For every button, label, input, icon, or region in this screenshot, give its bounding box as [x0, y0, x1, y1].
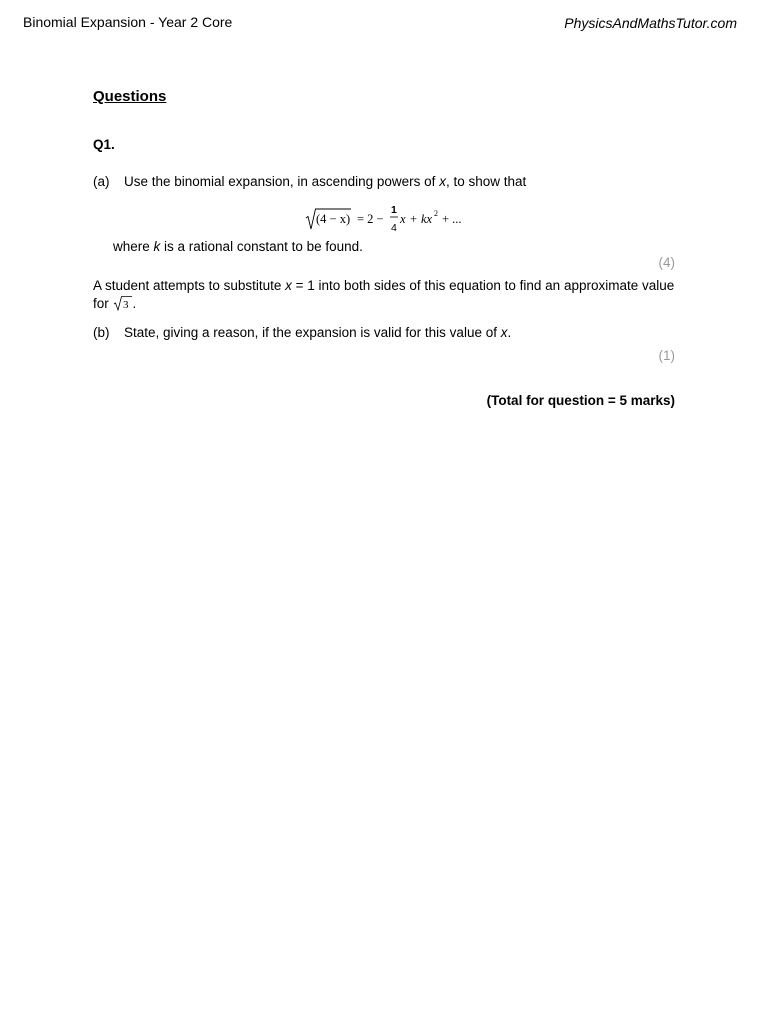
eq-rhs-k: kx — [421, 212, 433, 226]
eq-rhs-start: = 2 − — [357, 212, 384, 226]
student-var: x — [285, 278, 292, 293]
part-a-marks: (4) — [658, 255, 675, 270]
part-a-text — [124, 174, 526, 189]
binomial-equation — [305, 202, 475, 236]
eq-rhs-plus: + — [410, 212, 418, 226]
question-number: Q1. — [93, 137, 115, 152]
sqrt-three-radicand: 3 — [122, 299, 129, 311]
part-b-text-before: State, giving a reason, if the expansion is valid for this value of — [124, 325, 501, 340]
eq-lhs: (4 − x) — [316, 212, 351, 226]
part-b-text-after: . — [507, 325, 512, 340]
student-end: . — [132, 296, 137, 311]
student-middle: = 1 into both sides of this equation to find an approximate value for — [93, 278, 675, 311]
part-b-text — [124, 325, 511, 340]
eq-rhs-pow: 2 — [434, 209, 438, 218]
part-a-label: (a) — [93, 174, 110, 189]
eq-frac-num: 1 — [391, 204, 397, 216]
part-b-marks: (1) — [658, 348, 675, 363]
sqrt-three — [113, 295, 133, 311]
where-var: k — [153, 239, 161, 254]
header-site: PhysicsAndMathsTutor.com — [564, 15, 737, 31]
part-a-where — [113, 239, 363, 254]
where-after: is a rational constant to be found. — [160, 239, 363, 254]
part-a-text-after: , to show that — [445, 174, 527, 189]
eq-frac-den: 4 — [391, 222, 397, 234]
eq-rhs-end: + ... — [442, 212, 462, 226]
student-paragraph — [93, 277, 683, 313]
part-b-var: x — [500, 325, 508, 340]
where-before: where — [113, 239, 154, 254]
part-a-var: x — [439, 174, 446, 189]
header-title: Binomial Expansion - Year 2 Core — [23, 14, 233, 30]
student-before: A student attempts to substitute — [93, 278, 286, 293]
eq-rhs-x: x — [400, 212, 406, 226]
part-a-text-before: Use the binomial expansion, in ascending powers of — [124, 174, 440, 189]
part-b-label: (b) — [93, 325, 110, 340]
question-total-marks: (Total for question = 5 marks) — [486, 393, 675, 408]
section-title: Questions — [93, 88, 167, 105]
